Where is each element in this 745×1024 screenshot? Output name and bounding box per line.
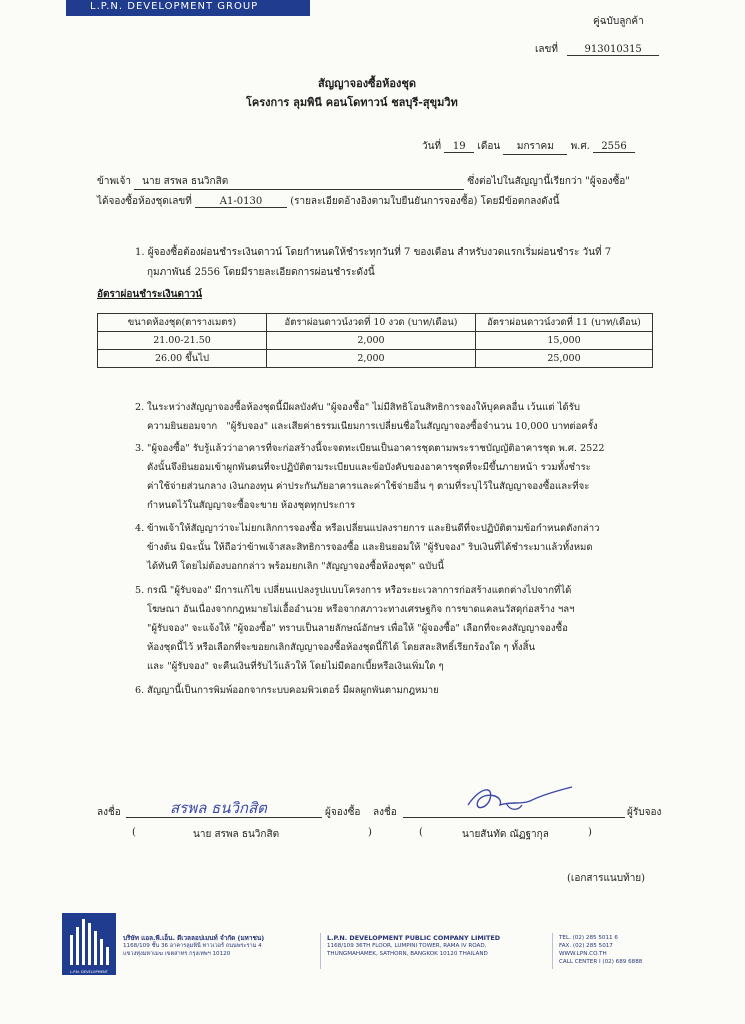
rate-table bbox=[97, 313, 653, 368]
en-company-name: L.P.N. DEVELOPMENT PUBLIC COMPANY LIMITED bbox=[327, 934, 501, 942]
rate-col-installment-11: อัตราผ่อนดาวน์งวดที่ 11 (บาท/เดือน) bbox=[476, 314, 653, 332]
buyer-line bbox=[97, 174, 630, 190]
year-value: 2556 bbox=[593, 141, 635, 153]
unit-suffix: (รายละเอียดอ้างอิงตามใบยืนยันการจองซื้อ) โดยมีข้อตกลงดังนี้ bbox=[290, 196, 560, 207]
receiver-role: ผู้รับจอง bbox=[627, 807, 662, 818]
clause-5-line: และ "ผู้รับจอง" จะคืนเงินที่รับไว้แล้วให้ โดยไม่มีดอกเบี้ยหรือเงินเพิ่มใด ๆ bbox=[147, 661, 444, 672]
year-label: พ.ศ. bbox=[570, 141, 590, 152]
receiver-sign-label: ลงชื่อ bbox=[373, 807, 397, 818]
footer-call-center: CALL CENTER I (02) 689 6888 bbox=[559, 959, 643, 965]
en-address-1: 1168/109 36TH FLOOR, LUMPINI TOWER, RAMA IV ROAD, bbox=[327, 943, 487, 949]
company-logo bbox=[62, 913, 116, 975]
clause-3-line: กำหนดไว้ในสัญญาจะซื้อจะขาย ห้องชุดทุกประการ bbox=[147, 500, 356, 511]
clause-4-num: 4. bbox=[135, 523, 145, 534]
clause-5 bbox=[135, 581, 665, 676]
footer-tel: TEL. (02) 285 5011 6 bbox=[559, 935, 618, 941]
day-label: วันที่ bbox=[422, 141, 442, 152]
footer-thai bbox=[123, 934, 264, 958]
thai-company-name: บริษัท แอล.พี.เอ็น. ดีเวลลอปเมนท์ จำกัด (มหาชน) bbox=[123, 934, 265, 942]
buyer-name: นาย สรพล ธนวิกสิต bbox=[134, 174, 464, 190]
buyer-suffix: ซึ่งต่อไปในสัญญานี้เรียกว่า "ผู้จองซื้อ" bbox=[467, 176, 630, 187]
rate-cell: 21.00-21.50 bbox=[98, 332, 267, 350]
unit-number: A1-0130 bbox=[195, 196, 287, 208]
rate-cell: 15,000 bbox=[476, 332, 653, 350]
clause-2-num: 2. bbox=[135, 402, 145, 413]
clause-4-line: ข้างต้น มิฉะนั้น ให้ถือว่าข้าพเจ้าสละสิทธิการจองซื้อ และยินยอมให้ "ผู้รับจอง" ริบเงินที่ได้ชำระมาแล้วทั้งหมด bbox=[147, 542, 593, 553]
clause-5-line: "ผู้รับจอง" จะแจ้งให้ "ผู้จองซื้อ" ทราบเป็นลายลักษณ์อักษร เพื่อให้ "ผู้จองซื้อ" เลือกที่จะคงสัญญาจองซื้อ bbox=[147, 623, 568, 634]
contract-date bbox=[422, 139, 635, 155]
footer-divider bbox=[320, 933, 321, 969]
rate-cell: 25,000 bbox=[476, 350, 653, 368]
thai-address-2: แขวงทุ่งมหาเมฆ เขตสาทร กรุงเทพฯ 10120 bbox=[123, 951, 231, 957]
clause-5-line: กรณี "ผู้รับจอง" มีการแก้ไข เปลี่ยนแปลงรูปแบบโครงการ หรือระยะเวลาการก่อสร้างแตกต่างไปจากที่ได้ bbox=[147, 585, 572, 596]
clause-4 bbox=[135, 519, 665, 576]
unit-line bbox=[97, 194, 560, 209]
clause-1-num: 1. bbox=[135, 247, 145, 258]
contract-number bbox=[535, 42, 659, 57]
thai-address-1: 1168/109 ชั้น 36 อาคารลุมพินี ทาวเวอร์ ถนนพระราม 4 bbox=[123, 943, 262, 949]
rate-heading: อัตราผ่อนชำระเงินดาวน์ bbox=[97, 289, 203, 300]
unit-prefix: ได้จองซื้อห้องชุดเลขที่ bbox=[97, 196, 192, 207]
buyer-signature: สรพล ธนวิกสิต bbox=[170, 799, 267, 817]
clause-1-line1: ผู้จองซื้อต้องผ่อนชำระเงินดาวน์ โดยกำหนดให้ชำระทุกวันที่ 7 ของเดือน สำหรับงวดแรกเริ่มผ่อนชำระ วันที่ 7 bbox=[147, 247, 612, 258]
clause-5-line: โฆษณา อันเนื่องจากกฎหมายไม่เอื้ออำนวย หรือจากสภาวะทางเศรษฐกิจ การขาดแคลนวัสดุก่อสร้าง ฯลฯ bbox=[147, 604, 575, 615]
footer-fax: FAX. (02) 285 5017 bbox=[559, 943, 613, 949]
clause-2 bbox=[135, 398, 665, 436]
rate-col-installment-10: อัตราผ่อนดาวน์งวดที่ 10 งวด (บาท/เดือน) bbox=[267, 314, 476, 332]
rate-cell: 2,000 bbox=[267, 332, 476, 350]
project-title: โครงการ ลุมพินี คอนโดทาวน์ ชลบุรี-สุขุมวิท bbox=[246, 96, 458, 109]
rate-cell: 2,000 bbox=[267, 350, 476, 368]
month-label: เดือน bbox=[477, 141, 501, 152]
buyer-printed-name: นาย สรพล ธนวิกสิต bbox=[193, 829, 280, 840]
logo-text: L.P.N. DEVELOPMENT bbox=[70, 970, 108, 974]
group-banner: L.P.N. DEVELOPMENT GROUP bbox=[66, 0, 310, 16]
buyer-paren-close: ) bbox=[368, 827, 372, 838]
document-title: สัญญาจองซื้อห้องชุด bbox=[318, 77, 416, 90]
clause-5-line: ห้องชุดนี้ไว้ หรือเลือกที่จะขอยกเลิกสัญญาจองซื้อห้องชุดนี้ก็ได้ โดยสละสิทธิ์เรียกร้องใด ๆ ทั้งสิ้น bbox=[147, 642, 536, 653]
clause-3-num: 3. bbox=[135, 443, 145, 454]
clause-3 bbox=[135, 439, 665, 515]
clause-4-line: ได้ทันที โดยไม่ต้องบอกกล่าว พร้อมยกเลิก "สัญญาจองซื้อห้องชุด" ฉบับนี้ bbox=[147, 561, 444, 572]
day-value: 19 bbox=[444, 141, 474, 153]
attachment-note: (เอกสารแนบท้าย) bbox=[567, 873, 646, 884]
month-value: มกราคม bbox=[503, 139, 567, 155]
receiver-paren-open: ( bbox=[419, 827, 423, 838]
receiver-paren-close: ) bbox=[588, 827, 592, 838]
rate-col-size: ขนาดห้องชุด(ตารางเมตร) bbox=[98, 314, 267, 332]
number-value: 913010315 bbox=[567, 44, 659, 56]
clause-3-line: ดังนั้นจึงยินยอมเข้าผูกพันตนที่จะปฏิบัติตามระเบียบและข้อบังคับของอาคารชุดที่จะมีขึ้นภายหน้า รวมทั้งชำระ bbox=[147, 462, 591, 473]
footer-english bbox=[327, 934, 500, 958]
clause-6-line: สัญญานี้เป็นการพิมพ์ออกจากระบบคอมพิวเตอร์ มีผลผูกพันตามกฎหมาย bbox=[147, 685, 439, 696]
table-row bbox=[98, 332, 653, 350]
buyer-role: ผู้จองซื้อ bbox=[325, 807, 361, 818]
clause-4-line: ข้าพเจ้าให้สัญญาว่าจะไม่ยกเลิกการจองซื้อ หรือเปลี่ยนแปลงรายการ และยินดีที่จะปฏิบัติตามข้อกำหนดดังกล่าว bbox=[147, 523, 600, 534]
clause-5-num: 5. bbox=[135, 585, 145, 596]
footer-web: WWW.LPN.CO.TH bbox=[559, 951, 607, 957]
buyer-prefix: ข้าพเจ้า bbox=[97, 176, 131, 187]
table-row bbox=[98, 350, 653, 368]
rate-cell: 26.00 ขึ้นไป bbox=[98, 350, 267, 368]
footer-contact bbox=[559, 934, 642, 966]
buyer-sign-label: ลงชื่อ bbox=[97, 807, 121, 818]
footer-divider bbox=[552, 933, 553, 969]
clause-1-line2: กุมภาพันธ์ 2556 โดยมีรายละเอียดการผ่อนชำระดังนี้ bbox=[147, 267, 375, 278]
clause-1 bbox=[135, 245, 611, 260]
building-logo-icon bbox=[62, 913, 116, 975]
clause-6-num: 6. bbox=[135, 685, 145, 696]
number-label: เลขที่ bbox=[535, 44, 558, 55]
receiver-signature bbox=[460, 781, 590, 817]
clause-3-line: "ผู้จองซื้อ" รับรู้แล้วว่าอาคารที่จะก่อสร้างนี้จะจดทะเบียนเป็นอาคารชุดตามพระราชบัญญัติอาคารชุด พ.ศ. 2522 bbox=[147, 443, 605, 454]
en-address-2: THUNGMAHAMEK, SATHORN, BANGKOK 10120 THAILAND bbox=[327, 951, 488, 957]
clause-2-line: ความยินยอมจาก "ผู้รับจอง" และเสียค่าธรรมเนียมการเปลี่ยนชื่อในสัญญาจองซื้อจำนวน 10,000 บาทต่อครั้ง bbox=[147, 421, 598, 432]
clause-2-line: ในระหว่างสัญญาจองซื้อห้องชุดนี้มีผลบังคับ "ผู้จองซื้อ" ไม่มีสิทธิโอนสิทธิการจองให้บุคคลอื่น เว้นแต่ ได้รับ bbox=[147, 402, 580, 413]
clause-3-line: ค่าใช้จ่ายส่วนกลาง เงินกองทุน ค่าประกันภัยอาคารและค่าใช้จ่ายอื่น ๆ ตามที่ระบุไว้ในสัญญาจองซื้อและที่จะ bbox=[147, 481, 590, 492]
receiver-printed-name: นายสันทัด ณัฏฐากุล bbox=[462, 829, 549, 840]
buyer-paren-open: ( bbox=[132, 827, 136, 838]
rate-table-header bbox=[98, 314, 653, 332]
copy-label: คู่ฉบับลูกค้า bbox=[593, 16, 644, 27]
clause-6 bbox=[135, 681, 665, 700]
receiver-signature-line bbox=[403, 817, 625, 818]
